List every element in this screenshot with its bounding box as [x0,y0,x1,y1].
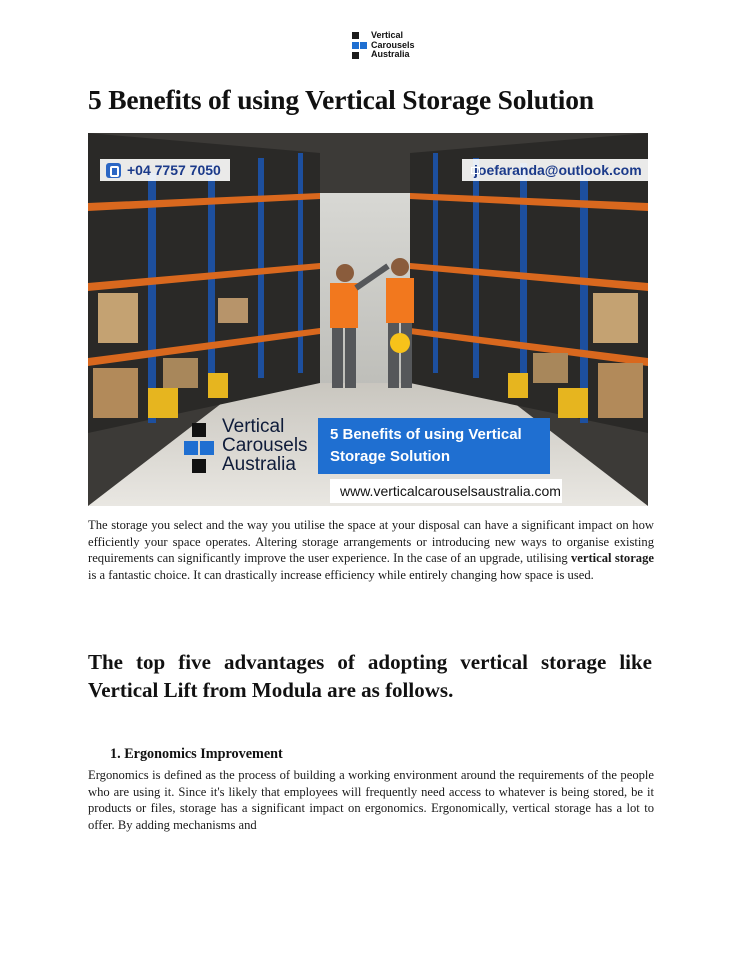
hero-url: www.verticalcarouselsaustralia.com [330,479,562,503]
logo-square [192,459,206,473]
logo-square [360,42,367,49]
hero-brand-line: Australia [222,454,296,475]
logo-line: Carousels [371,39,415,50]
item-heading: 1. Ergonomics Improvement [110,746,283,762]
logo-square [184,441,198,455]
hero-brand-line: Carousels [222,435,308,456]
item-paragraph: Ergonomics is defined as the process of building a working environment around the requirements of the people who are using it. Since it's likely that employees will frequently need access to whatever is being stored, be it products or files, storage has a significant impact on ergonomics. Ergonomically, vertical storage has a lot to offer. By adding mechanisms and [88,768,654,832]
banner-line: 5 Benefits of using Vertical [330,426,522,443]
intro-text: The storage you select and the way you utilise the space at your disposal can have a significant impact on how efficiently your space operates. Altering storage arrangements or introducing new ways to organise existing requirements can significantly improve the user experience. In the case of an upgrade, utilising [88,518,654,565]
logo-line: Australia [371,49,410,59]
logo-line: Vertical [371,30,404,40]
section-heading: The top five advantages of adopting vertical storage like Vertical Lift from Modula are as follows. [88,650,652,702]
banner-line: Storage Solution [330,448,450,465]
phone-number: +04 7757 7050 [127,162,221,178]
email-address: joefaranda@outlook.com [474,162,642,178]
logo-square [200,441,214,455]
logo-square [352,52,359,59]
email-badge [462,159,648,181]
hero-brand-logo [184,417,316,477]
phone-icon [106,163,121,178]
company-logo [352,31,432,61]
hero-brand-line: Vertical [222,416,285,437]
intro-paragraph [88,517,654,583]
hero-banner [318,418,550,474]
page-title: 5 Benefits of using Vertical Storage Solution [88,84,594,115]
intro-text: is a fantastic choice. It can drastically increase efficiency while entirely changing how space is used. [88,567,594,582]
hero-image [88,133,648,506]
logo-square [352,42,359,49]
logo-square [352,32,359,39]
logo-text [371,31,415,60]
logo-square [192,423,206,437]
phone-badge [100,159,230,181]
intro-bold-term: vertical storage [570,551,654,565]
